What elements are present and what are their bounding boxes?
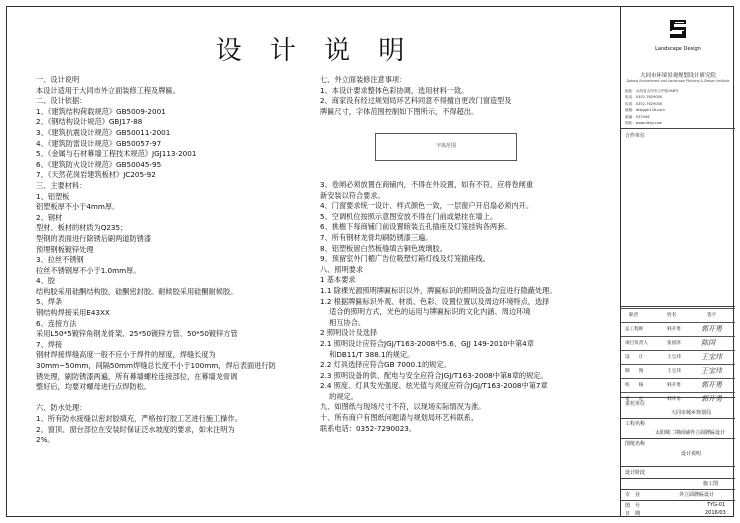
text-line: 相互协合。 (320, 317, 366, 327)
text-line: 钢材焊接焊缝高度一般不应小于焊件的厚度，焊缝长度为 (36, 350, 216, 360)
text-line: 六、防水处理： (36, 403, 87, 413)
text-line: 4、胶 (36, 276, 55, 286)
text-line: 4、门窗要求统一设计、样式颜色一致，一层窗户开启扇必须内开。 (320, 201, 534, 211)
text-line: 6、《建筑防火设计规范》GB50045-95 (36, 159, 162, 169)
drawing-label: 图纸名称 (625, 441, 646, 447)
text-line: 3、卷闸必须放置在商铺内，不得在外设置，如有不符，应将卷闸重 (320, 180, 534, 189)
name-cell: 王宝玮 (667, 355, 681, 360)
text-line: 2.3 照明设备的供、配电与安全应符合JGJ/T163-2008中第8章的规定。 (320, 370, 548, 380)
text-line: 7、所有钢材龙骨均刷防锈漆三遍。 (320, 232, 433, 242)
text-line: 钢结构焊接采用E43XX (36, 308, 110, 318)
role-cell: 项目负责人 (625, 341, 648, 346)
role-cell: 校 核 (625, 383, 644, 388)
text-line: 2 照明设计及选择 (320, 328, 378, 338)
text-line: 铝塑板厚不小于4mm厚。 (36, 202, 120, 212)
title-block (620, 6, 735, 517)
signature: 王宝玮 (701, 353, 722, 361)
text-line: 9、预留室外门楣广告位吸塑灯箱灯线及灯笼插座线。 (320, 254, 490, 264)
role-cell: 设 计 (625, 355, 644, 360)
text-line: 1、本设计要求整体色彩协调，选用材料一致。 (320, 85, 469, 95)
page-title: 设 计 说 明 (215, 36, 415, 66)
text-line: 采用L50*5镀锌角钢龙骨架、25*50镀锌方管、50*50镀锌方管 (36, 329, 238, 339)
text-line: 二、设计依据： (36, 96, 87, 106)
text-line: 本设计适用于大同市外立面装修工程及牌匾。 (36, 85, 180, 95)
text-line: 7、《天然花岗岩建筑板材》JC205-92 (36, 170, 156, 180)
text-line: 30mm~50mm，间隔50mm焊缝总长度不小于100mm，焊后表面进行防 (36, 361, 276, 371)
text-line: 2、钢材 (36, 212, 63, 222)
drawing-value: 设计说明 (681, 451, 702, 457)
role-cell: 审 定 (625, 397, 644, 402)
text-line: 5、《金属与石材幕墙工程技术规范》JGJ113-2001 (36, 149, 197, 159)
stage-value: 施工图 (703, 481, 719, 487)
name-cell: 韩开勇 (667, 383, 681, 388)
approval-row (621, 350, 735, 362)
text-line: 2、窗顶、窗台部位在安装时保证泛水坡度的要求，如未注明为 (36, 424, 235, 434)
type-label: 专 业 (625, 492, 641, 498)
drawing-no-value: TYG-01 (707, 502, 726, 508)
approval-grid-header (621, 308, 735, 320)
text-line: 4、《建筑防雷设计规范》GB50057-97 (36, 138, 162, 148)
font-range-diagram (375, 133, 517, 161)
text-line: 适合的照明方式，光色的运用与牌匾标识的文化内涵、周边环境 (320, 307, 531, 317)
text-line: 结构胶采用硅酮结构胶，硅酮密封胶。耐候胶采用硅酮耐候胶。 (36, 286, 238, 296)
approval-row (621, 364, 735, 376)
right-column-top (320, 75, 511, 117)
grid-header-cell: 签字 (707, 313, 717, 318)
text-line: 一、设计说明 (36, 75, 80, 84)
text-line: 新安装以符合要求。 (320, 190, 385, 200)
text-line: 2.4 照度、灯具发光强度、炫光值与亮度应符合JGJ/T163-2008中第7章 (320, 381, 548, 391)
text-line: 6、连接方法 (36, 318, 77, 328)
date-label: 日 期 (625, 511, 641, 517)
text-line: 锈处理，刷防锈漆两遍，所有幕墙螺栓连接部位，在幕墙龙骨调 (36, 371, 238, 381)
text-line: 6、挑檐下每商铺门前设置暗装五孔插座及灯笼挂钩各两套。 (320, 222, 512, 232)
text-line: 1 基本要求 (320, 275, 356, 285)
text-line: 7、焊接 (36, 339, 63, 349)
brand-name: Landscape Design (655, 46, 701, 52)
text-line: 的规定。 (320, 391, 358, 401)
grid-header-cell: 职责 (629, 313, 639, 318)
font-range-label: 字体范围 (435, 143, 456, 149)
left-column (36, 75, 276, 446)
text-line: 联系电话：0352-7290023。 (320, 423, 417, 433)
approval-row (621, 336, 735, 348)
institute-contact (625, 88, 679, 126)
text-line: 1、《建筑结构荷载规范》GB5009-2001 (36, 106, 166, 116)
drawing-no-label: 图 号 (625, 503, 641, 509)
text-line: 2%。 (36, 435, 55, 445)
text-line: 1.2 根据牌匾标识外观、材质、色彩、设置位置以及周边环境特点，选择 (320, 296, 550, 306)
text-line: 8、铝塑板留白然板缝填古铜色玻璃胶。 (320, 243, 447, 253)
signature: 王宝玮 (701, 367, 722, 375)
name-cell: 韩开勇 (667, 327, 681, 332)
signature: 陈国 (701, 339, 715, 347)
text-line: 1.1 除裸光源照明牌匾标识以外，牌匾标识的照明设备均宜进行隐蔽处理。 (320, 285, 557, 295)
text-line: 型钢的表面进行除锈后刷两道防锈漆 (36, 233, 152, 243)
project-value: 太阳城二期商铺外立面牌匾设计 (655, 430, 726, 436)
institute-logo-icon (665, 16, 691, 42)
stage-label: 设计阶段 (625, 470, 646, 476)
signature: 郭开勇 (701, 395, 722, 403)
text-line: 牌匾尺寸，字体范围控制如下图所示，不得超出。 (320, 106, 479, 116)
text-line: 三、主要材料： (36, 180, 87, 190)
text-line: 预埋钢板镀锌处理 (36, 244, 94, 254)
institute-name-en: Datong Environment and Landscape Planning & Design Institute (626, 79, 730, 83)
text-line: 型材、板材的材质为Q235； (36, 223, 128, 233)
institute-name: 大同市环境景观规划设计研究院 (640, 73, 716, 79)
text-line: 七、外立面装修注意事项： (320, 75, 407, 84)
text-line: 2.1 照明设计应符合JGJ/T163-2008中5.6、GJJ 149-2010中第4章 (320, 338, 534, 348)
contact-line: 地址：山西省大同市云中路168号 (625, 89, 679, 93)
signature: 郭开勇 (701, 325, 722, 333)
name-cell: 韩开勇 (667, 397, 681, 402)
approval-row (621, 322, 735, 334)
text-line: 九、如图纸与现场尺寸不符，以现场实际情况为准。 (320, 402, 486, 412)
text-line: 5、焊条 (36, 297, 63, 307)
text-line: 2、《钢结构设计规范》GBJ17-88 (36, 117, 143, 127)
text-line: 3、《建筑抗震设计规范》GB50011-2001 (36, 127, 171, 137)
contact-line: 传真：0352-7629000 (625, 101, 663, 106)
text-line (36, 393, 276, 404)
text-line: 拉丝不锈钢厚不小于1.0mm厚。 (36, 265, 141, 275)
role-cell: 制 图 (625, 369, 644, 374)
text-line: 2.2 灯具选择应符合GB 7000.1的规定。 (320, 360, 451, 370)
project-label: 工程名称 (625, 421, 646, 427)
text-line: 整好后，均要对螺母进行点焊防松。 (36, 382, 152, 392)
contact-line: 电话：0352-7629000 (625, 95, 663, 100)
contact-line: 邮编：037006 (625, 114, 650, 119)
name-cell: 王宝玮 (667, 369, 681, 374)
client-label: 委托单位 (625, 401, 646, 407)
contact-line: 邮箱：dtslggh126.com (625, 108, 665, 113)
text-line: 3、拉丝不锈钢 (36, 255, 84, 265)
text-line: 1、所有防水接缝以密封胶填充，严格按打胶工艺进行施工操作。 (36, 414, 242, 423)
grid-header-cell: 姓名 (667, 313, 677, 318)
type-value: 外立面牌匾设计 (679, 492, 715, 498)
name-cell: 张国淳 (667, 341, 681, 346)
right-column-bottom (320, 180, 557, 434)
text-line: 5、空调机位按照示意图安放不得在门前或悬挂在墙上。 (320, 211, 498, 221)
text-line: 和DB11/T 388.1的规定。 (320, 349, 415, 359)
contact-line: 网址：www.dtsjy.com (625, 121, 663, 126)
role-cell: 总工程师 (625, 327, 644, 332)
text-line: 八、照明要求 (320, 264, 364, 274)
approval-row (621, 378, 735, 390)
client-value: 大同市城乡规划局 (671, 410, 712, 416)
signature: 郭开勇 (701, 381, 722, 389)
text-line: 1、铝塑板 (36, 191, 70, 201)
date-value: 2016/03 (705, 510, 726, 516)
cooperation-label: 合作单位 (625, 133, 646, 139)
text-line: 2、商家没有经过规划局环艺科同意不得擅自更改门窗造型及 (320, 96, 512, 106)
text-line: 十、所有商户有图纸问题请与规划局环艺科联系， (320, 413, 479, 423)
